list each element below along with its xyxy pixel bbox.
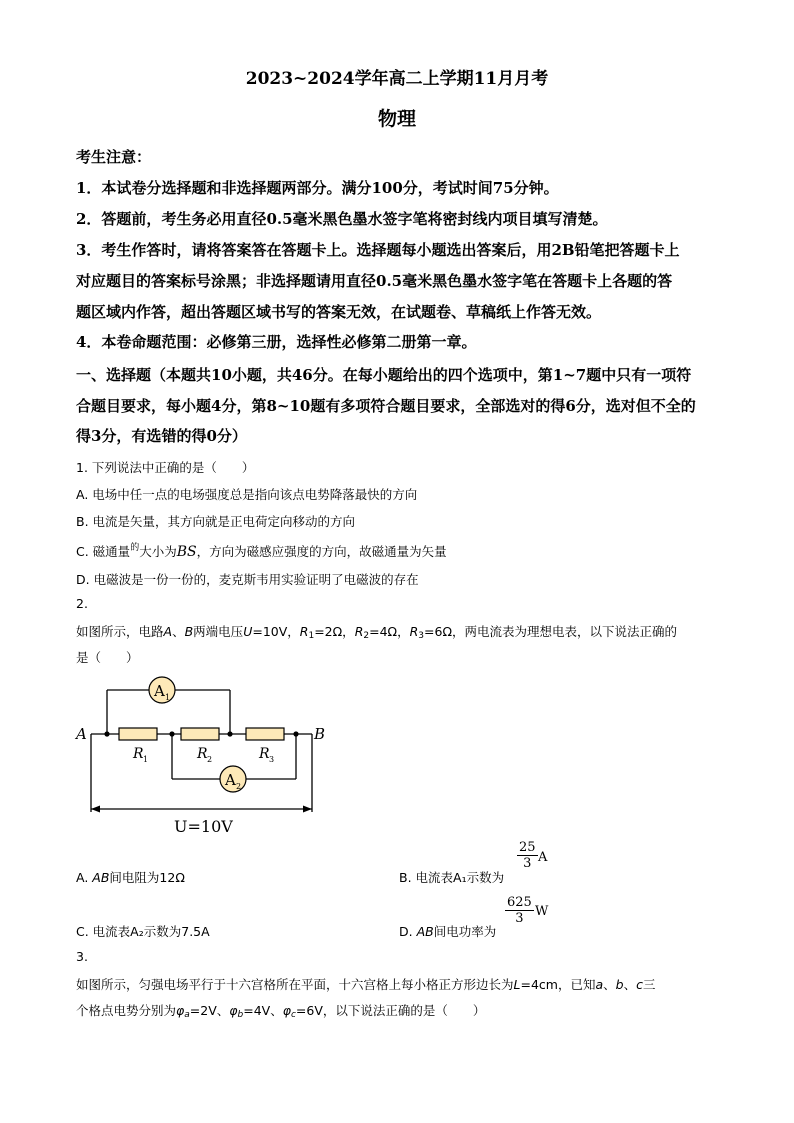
question-1-option-c: C. 磁通量$^的$大小为BS，方向为磁感应强度的方向，故磁通量为矢量 [76, 543, 447, 560]
svg-text:A: A [225, 771, 236, 789]
question-2-option-c: C. 电流表A₂示数为7.5A [76, 924, 210, 939]
point-a-label: A [76, 725, 87, 743]
subject-title: 物理 [377, 108, 416, 130]
question-2-option-a: A. AB间电阻为12Ω [76, 870, 185, 885]
ammeter-a1 [149, 677, 175, 703]
point-b-label: B [314, 725, 326, 743]
circuit-diagram [70, 672, 340, 840]
svg-text:R: R [197, 746, 208, 762]
question-1-option-d: D. 电磁波是一份一份的，麦克斯韦用实验证明了电磁波的存在 [76, 572, 419, 587]
question-3-number: 3. [76, 949, 88, 964]
notice-item: 4．本卷命题范围：必修第三册，选择性必修第二册第一章。 [76, 333, 477, 351]
notice-item: 3．考生作答时，请将答案答在答题卡上。选择题每小题选出答案后，用2B铅笔把答题卡上 [76, 241, 680, 259]
notice-item: 1．本试卷分选择题和非选择题两部分。满分100分，考试时间75分钟。 [76, 179, 559, 197]
question-2-stem-cont: 是（ ） [76, 650, 139, 665]
exam-title: 2023~2024学年高二上学期11月月考 [245, 69, 549, 89]
fraction-option-b: $\frac{25}{3}$ [519, 840, 536, 871]
svg-text:3: 3 [269, 755, 275, 764]
voltage-label: U=10V [174, 817, 233, 836]
notice-item: 题区域内作答，超出答题区域书写的答案无效，在试题卷、草稿纸上作答无效。 [76, 303, 602, 321]
question-1-option-a: A. 电场中任一点的电场强度总是指向该点电势降落最快的方向 [76, 487, 418, 502]
question-3-stem: 如图所示，匀强电场平行于十六宫格所在平面，十六宫格上每小格正方形边长为L=4cm，已知a、b、c三 [76, 977, 656, 992]
question-2-number: 2. [76, 596, 88, 611]
question-3-stem-cont: 个格点电势分别为$\varphi_a=2V$、$\varphi_b=4V$、$\varphi_c=6V$，以下说法正确的是（ ） [76, 1003, 486, 1020]
section-instructions: 得3分，有选错的得0分） [76, 427, 247, 445]
r1-label [132, 746, 148, 764]
unit-option-b: A [538, 850, 548, 865]
fraction-option-d: $\frac{625}{3}$ [507, 895, 532, 926]
svg-text:2: 2 [236, 782, 242, 791]
svg-text:R: R [259, 746, 270, 762]
resistor-r3 [246, 728, 284, 740]
svg-text:1: 1 [165, 693, 171, 702]
notice-item: 对应题目的答案标号涂黑；非选择题请用直径0.5毫米黑色墨水签字笔在答题卡上各题的答 [76, 272, 673, 290]
question-2-option-b: B. 电流表A₁示数为 [399, 870, 505, 885]
ammeter-a2 [220, 766, 246, 792]
section-instructions: 合题目要求，每小题4分，第8~10题有多项符合题目要求，全部选对的得6分，选对但不全的 [76, 397, 696, 415]
svg-text:1: 1 [143, 755, 149, 764]
question-2-stem: 如图所示，电路A、B两端电压U=10V，$R_1=2\Omega$，$R_2=4\Omega$，$R_3=6\Omega$，两电流表为理想电表，以下说法正确的 [76, 624, 677, 641]
resistor-r1 [119, 728, 157, 740]
question-2-option-d: D. AB间电功率为 [399, 924, 497, 939]
question-1-option-b: B. 电流是矢量，其方向就是正电荷定向移动的方向 [76, 514, 356, 529]
svg-text:R: R [133, 746, 144, 762]
svg-text:2: 2 [207, 755, 213, 764]
resistor-r2 [181, 728, 219, 740]
r2-label [196, 746, 212, 764]
notice-item: 2．答题前，考生务必用直径0.5毫米黑色墨水签字笔将密封线内项目填写清楚。 [76, 210, 608, 228]
r3-label [258, 746, 274, 764]
unit-option-d: W [535, 904, 549, 919]
notice-heading: 考生注意： [76, 148, 152, 166]
svg-text:A: A [154, 682, 165, 700]
section-instructions: 一、选择题（本题共10小题，共46分。在每小题给出的四个选项中，第1~7题中只有一项符 [76, 366, 692, 384]
question-1-stem: 1. 下列说法中正确的是（ ） [76, 460, 255, 475]
